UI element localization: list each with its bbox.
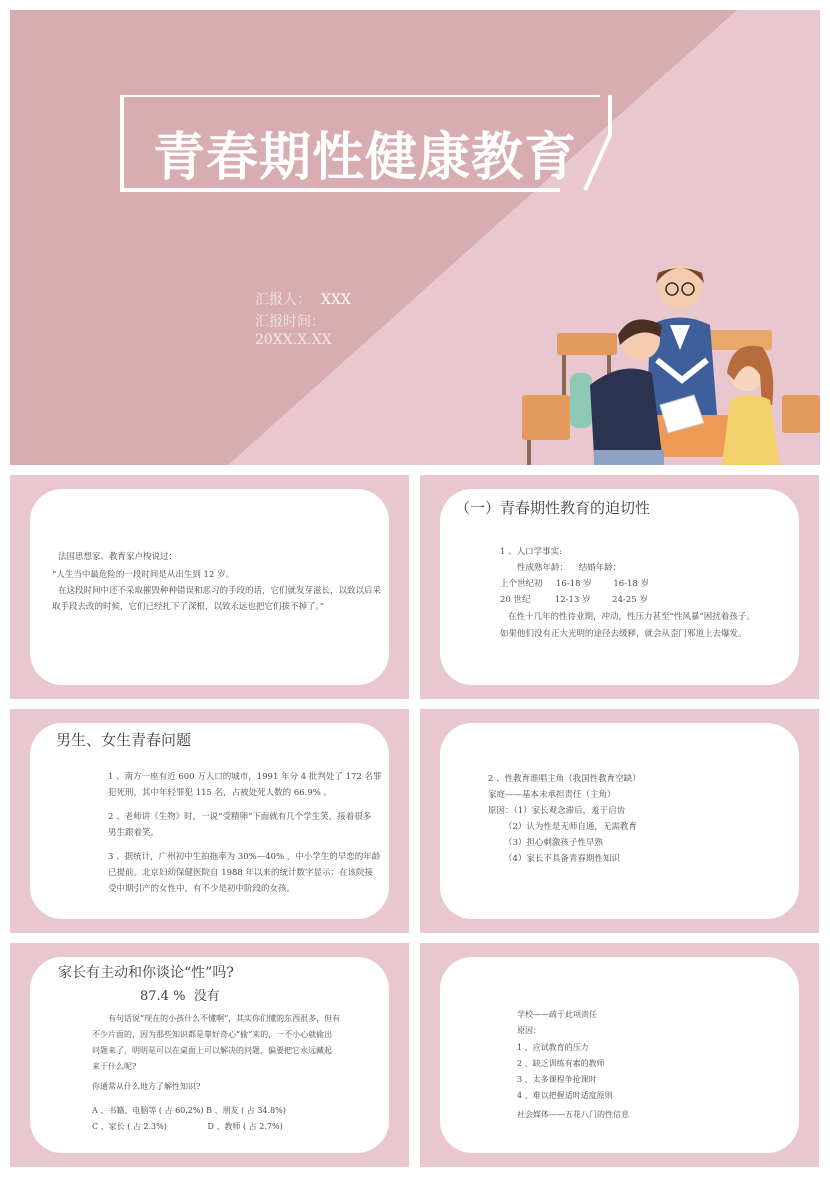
slide-card: [440, 957, 799, 1153]
text-line: 在性十几年的性待业期，冲动，性压力甚至“性风暴”困扰着孩子。: [508, 612, 755, 622]
text-line: （2）认为性是无师自通，无需教育: [504, 822, 637, 832]
text-line: 学校——疏于此项责任: [517, 1010, 597, 1019]
survey-question: 你通常从什么地方了解性知识?: [92, 1082, 201, 1091]
text-line: 上个世纪初 16-18 岁 16-18 岁: [500, 579, 650, 589]
text-line: 来干什么呢?: [92, 1062, 137, 1071]
text-line: 20 世纪 12-13 岁 24-25 岁: [500, 595, 648, 605]
survey-option-row: A 、书籍、电脑等 ( 占 60.2%) B 、朋友 ( 占 34.8%): [92, 1106, 286, 1115]
report-date: 20XX.X.XX: [255, 332, 332, 348]
slide-urgency: [420, 475, 819, 699]
text-line: 1 、人口学事实:: [500, 547, 562, 557]
text-line: 如果他们没有正大光明的途径去缓释，就会从歪门邪道上去爆发。: [500, 629, 747, 639]
slide-card: [30, 723, 389, 919]
text-line: 不少片面的，因为那些知识都是靠好奇心“偷”来的，一不小心就偷出: [92, 1030, 333, 1039]
slide-youth-issues: [10, 709, 409, 933]
slide-heading: 男生、女生青春问题: [56, 731, 192, 749]
text-line: 2 、缺乏训练有素的教师: [517, 1059, 605, 1068]
text-line: 2 、性教育谁唱主角（我国性教育空缺）: [488, 774, 641, 784]
slide-card: [440, 723, 799, 919]
text-line: 社会媒体——五花八门的性信息: [517, 1110, 629, 1119]
students-teacher-illustration: [522, 255, 820, 465]
slide-school-role: [420, 943, 819, 1167]
quote-line: 取手段去改的时候，它们已经扎下了深根，以致永远也把它们拔不掉了。”: [52, 602, 325, 612]
reporter-line: [255, 289, 351, 309]
slide-parents-survey: [10, 943, 409, 1167]
survey-option-row: C 、家长 ( 占 2.3%) D 、教师 ( 占 2.7%): [92, 1122, 283, 1131]
slide-card: [440, 489, 799, 685]
reporter-label: 汇报人：: [255, 292, 311, 308]
text-line: 有句话说“现在的小孩什么不懂啊”，其实你们懂的东西很多，但有: [108, 1014, 341, 1023]
text-line: 2 、老师讲《生物》时，一说“受精卵”下面就有几个学生笑，接着很多: [108, 812, 372, 822]
text-line: 4 、难以把握适时适度原则: [517, 1091, 613, 1100]
text-line: 3 、据统计，广州初中生拍拖率为 30%—40% ，中小学生的早恋的年龄: [108, 852, 381, 862]
slide-heading: （一）青春期性教育的迫切性: [455, 499, 651, 517]
text-line: 原因：（1）家长观念滞后，羞于启齿: [488, 806, 626, 816]
reporter-value: XXX: [321, 292, 351, 308]
survey-stat: 87.4 % 没有: [140, 989, 220, 1004]
text-line: （3）担心刺激孩子性早熟: [504, 838, 603, 848]
quote-line: “人生当中最危险的一段时间是从出生到 12 岁。: [52, 570, 235, 580]
text-line: 1 、南方一座有近 600 万人口的城市，1991 年分 4 批判处了 172 名罪: [108, 772, 382, 782]
text-line: 性成熟年龄： 结婚年龄：: [517, 563, 622, 573]
slide-family-role: [420, 709, 819, 933]
text-line: 原因：: [517, 1026, 541, 1035]
text-line: 1 、应试教育的压力: [517, 1043, 589, 1052]
text-line: 问题来了，明明是可以在桌面上可以解决的问题，偏要把它永远藏起: [92, 1046, 332, 1055]
quote-line: 在这段时间中还不采取摧毁种种错误和恶习的手段的话，它们就发芽滋长，以致以后采: [58, 586, 382, 596]
cover-slide: [10, 10, 820, 465]
report-time-label: 汇报时间：: [255, 314, 325, 330]
cover-title: 青春期性健康教育: [152, 128, 577, 188]
slide-heading: 家长有主动和你谈论“性”吗?: [58, 965, 234, 981]
slide-rousseau-quote: [10, 475, 409, 699]
text-line: 已提前。北京妇幼保健医院自 1988 年以来的统计数字显示：在该院接: [108, 868, 374, 878]
text-line: 3 、太多课程争抢课时: [517, 1075, 597, 1084]
text-line: 受中期引产的女性中，有不少是初中阶段的女孩。: [108, 884, 296, 894]
text-line: 家庭——基本未承担责任（主角）: [488, 790, 616, 800]
quote-intro: 法国思想家、教育家卢梭说过：: [58, 552, 178, 562]
slide-card: [30, 957, 389, 1153]
slide-card: [30, 489, 389, 685]
text-line: 男生跟着笑。: [108, 828, 160, 838]
text-line: 犯死刑，其中年轻罪犯 115 名，占被处死人数的 66.9% 。: [108, 788, 333, 798]
text-line: （4）家长不具备青春期性知识: [504, 854, 620, 864]
